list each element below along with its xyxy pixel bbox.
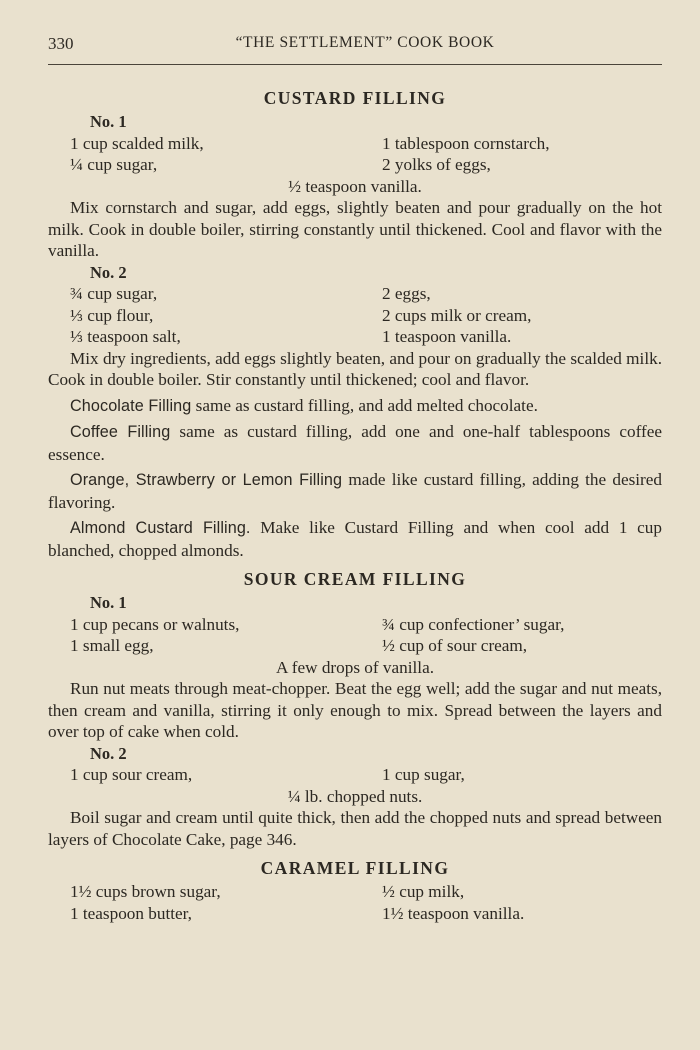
page-number: 330 [48,34,74,53]
variation-text: same as custard filling, add one and one-half tablespoons coffee essence. [48,422,662,464]
ingredient: ¾ cup sugar, [70,284,158,303]
variation-name: Coffee Filling [70,423,171,441]
ingredient: 1½ cups brown sugar, [70,882,221,901]
ingredient: ⅓ cup flour, [70,305,154,325]
ingredient: 1 cup pecans or walnuts, [70,614,240,634]
ingredient-row [48,881,662,903]
ingredient: 2 yolks of eggs, [382,155,491,174]
method-paragraph: Boil sugar and cream until quite thick, then add the chopped nuts and spread between layers of Chocolate Cake, page 346. [48,808,662,849]
variation-text: made like custard filling, adding the desired flavoring. [48,470,663,512]
ingredient: 1 cup scalded milk, [70,133,204,153]
ingredient-row [48,326,662,348]
ingredient: ⅓ teaspoon salt, [70,327,181,346]
ingredient-centered: ½ teaspoon vanilla. [288,176,422,196]
variation-paragraph [48,421,662,465]
ingredient: 1 teaspoon vanilla. [382,327,512,346]
ingredient-centered: ¼ lb. chopped nuts. [287,786,423,806]
ingredient-row [48,283,662,305]
ingredient-row [48,903,662,925]
ingredient: 1 small egg, [70,636,154,655]
ingredient-row [48,764,662,786]
ingredient: 2 cups milk or cream, [382,305,532,325]
variation-paragraph [48,469,662,513]
header-rule [48,64,662,65]
variation-paragraph [48,395,662,418]
running-title: “THE SETTLEMENT” COOK BOOK [235,34,495,51]
ingredient-centered: A few drops of vanilla. [276,657,434,677]
section-title-custard: CUSTARD FILLING [263,88,447,108]
ingredient: ½ cup milk, [382,882,465,901]
page-header [48,34,662,62]
recipe-number: No. 2 [90,743,127,763]
variation-text: Make like Custard Filling and when cool add 1 cup blanched, chopped almonds. [48,518,662,560]
ingredient: ¾ cup confectioner’ sugar, [382,614,565,634]
ingredient: 1 teaspoon butter, [70,903,192,923]
ingredient-row [48,133,662,155]
section-title-caramel: CARAMEL FILLING [260,858,450,878]
ingredient: 1 cup sugar, [382,765,465,784]
ingredient: 1 tablespoon cornstarch, [382,133,550,153]
ingredient: 2 eggs, [382,284,431,303]
variation-name: Almond Custard Filling. [70,519,251,537]
ingredient-row [48,635,662,657]
method-paragraph: Mix cornstarch and sugar, add eggs, slightly beaten and pour gradually on the hot milk. Cook in double boiler, stirring constantly until thickened. Cool and flavor with the vanilla. [48,198,662,260]
recipe-number: No. 1 [90,112,127,131]
method-paragraph: Mix dry ingredients, add eggs slightly beaten, and pour on gradually the scalded milk. Cook in double boiler. Stir constantly until thickened; cool and flavor. [48,348,662,389]
ingredient: ½ cup of sour cream, [382,636,528,655]
ingredient: ¼ cup sugar, [70,155,158,174]
variation-paragraph [48,517,662,561]
section-title-sour-cream: SOUR CREAM FILLING [243,569,467,589]
ingredient-row [48,154,662,176]
method-paragraph: Run nut meats through meat-chopper. Beat the egg well; add the sugar and nut meats, then cream and vanilla, stirring it only enough to mix. Spread between the layers and over top of cake when cold. [48,679,662,741]
ingredient-row [48,305,662,327]
recipe-number: No. 1 [90,593,127,612]
variation-text: same as custard filling, and add melted chocolate. [191,395,538,415]
ingredient-row [48,614,662,636]
ingredient: 1 cup sour cream, [70,765,193,784]
variation-name: Orange, Strawberry or Lemon Filling [70,471,343,489]
recipe-number: No. 2 [90,262,127,282]
page-body [48,84,662,924]
ingredient: 1½ teaspoon vanilla. [382,903,525,923]
variation-name: Chocolate Filling [70,396,192,415]
